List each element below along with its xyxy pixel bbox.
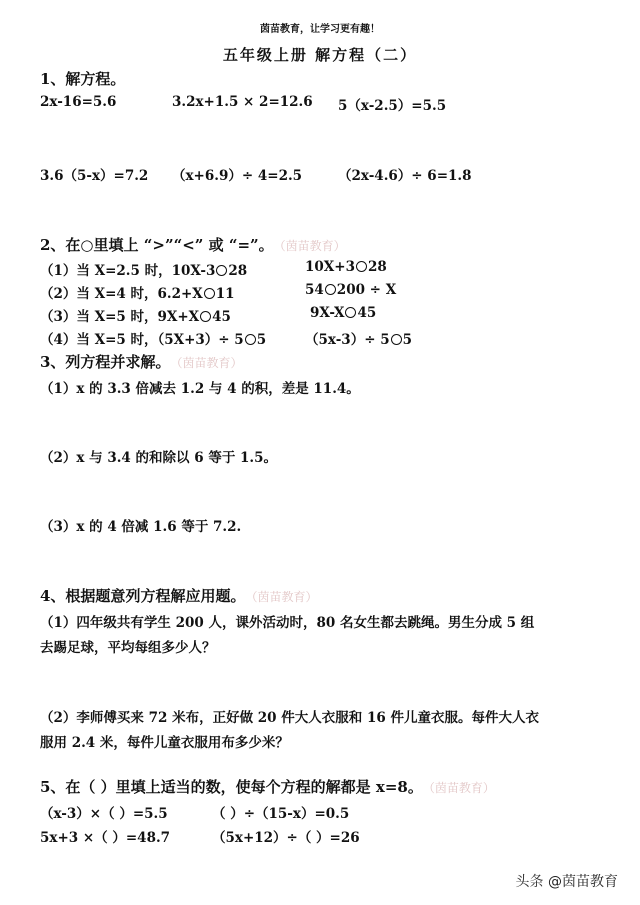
section-1-heading: 1、解方程。 bbox=[40, 70, 126, 88]
question: （2）x 与 3.4 的和除以 6 等于 1.5。 bbox=[40, 450, 278, 466]
blank-circle-icon[interactable] bbox=[345, 307, 356, 318]
section-3-heading: 3、列方程并求解。 （茵苗教育） bbox=[40, 353, 243, 371]
question-line: （1）四年级共有学生 200 人，课外活动时，80 名女生都去跳绳。男生分成 5 组 bbox=[40, 615, 535, 631]
question-line: 服用 2.4 米，每件儿童衣服用布多少米？ bbox=[40, 735, 289, 751]
question: （3）x 的 4 倍减 1.6 等于 7.2. bbox=[40, 519, 242, 535]
section-2-heading: 2、在○里填上 “>”“<” 或 “=”。 （茵苗教育） bbox=[40, 236, 346, 254]
page-header: 茵苗教育，让学习更有趣！ bbox=[260, 24, 380, 35]
compare-row-left: （4）当 X=5 时，（5X+3）÷ 5 5 bbox=[40, 332, 267, 348]
question-line: 去踢足球，平均每组多少人？ bbox=[40, 640, 216, 656]
compare-row-left: （1）当 X=2.5 时，10X-3 28 bbox=[40, 263, 248, 279]
question: （1）x 的 3.3 倍减去 1.2 与 4 的积，差是 11.4。 bbox=[40, 381, 360, 397]
compare-row-right: 10X+3 28 bbox=[305, 259, 387, 275]
fill-equation: （x-3）×（ ）=5.5 bbox=[40, 806, 168, 822]
page-title: 五年级上册 解方程（二） bbox=[222, 46, 418, 64]
fill-equation: 5x+3 ×（ ）=48.7 bbox=[40, 830, 171, 846]
footer-watermark: 头条 @茵苗教育 bbox=[515, 874, 618, 890]
watermark: （茵苗教育） bbox=[176, 356, 243, 370]
equation: 3.6（5-x）=7.2 bbox=[40, 168, 149, 184]
blank-circle-icon[interactable] bbox=[356, 261, 367, 272]
compare-row-left: （3）当 X=5 时，9X+X 45 bbox=[40, 309, 231, 325]
watermark: （茵苗教育） bbox=[279, 239, 346, 253]
watermark: （茵苗教育） bbox=[251, 590, 318, 604]
blank-circle-icon[interactable] bbox=[325, 284, 336, 295]
section-5-heading: 5、在（ ）里填上适当的数，使每个方程的解都是 x=8。 （茵苗教育） bbox=[40, 778, 495, 796]
fill-equation: （5x+12）÷（ ）=26 bbox=[212, 830, 360, 846]
blank-circle-icon[interactable] bbox=[245, 334, 256, 345]
section-4-heading: 4、根据题意列方程解应用题。 （茵苗教育） bbox=[40, 587, 318, 605]
blank-circle-icon[interactable] bbox=[200, 311, 211, 322]
equation: 2x-16=5.6 bbox=[40, 94, 117, 110]
equation: 5（x-2.5）=5.5 bbox=[338, 98, 447, 114]
question-line: （2）李师傅买来 72 米布，正好做 20 件大人衣服和 16 件儿童衣服。每件大人衣 bbox=[40, 710, 539, 726]
equation: 3.2x+1.5 × 2=12.6 bbox=[172, 94, 313, 110]
blank-circle-icon[interactable] bbox=[216, 265, 227, 276]
compare-row-right: （5x-3）÷ 5 5 bbox=[305, 332, 413, 348]
fill-equation: （ ）÷（15-x）=0.5 bbox=[212, 806, 350, 822]
compare-row-right: 54 200 ÷ X bbox=[305, 282, 397, 298]
watermark: （茵苗教育） bbox=[428, 781, 495, 795]
compare-row-left: （2）当 X=4 时，6.2+X 11 bbox=[40, 286, 235, 302]
compare-row-right: 9X-X 45 bbox=[310, 305, 377, 321]
equation: （2x-4.6）÷ 6=1.8 bbox=[338, 168, 472, 184]
equation: （x+6.9）÷ 4=2.5 bbox=[172, 168, 303, 184]
blank-circle-icon[interactable] bbox=[391, 334, 402, 345]
blank-circle-icon[interactable] bbox=[204, 288, 215, 299]
